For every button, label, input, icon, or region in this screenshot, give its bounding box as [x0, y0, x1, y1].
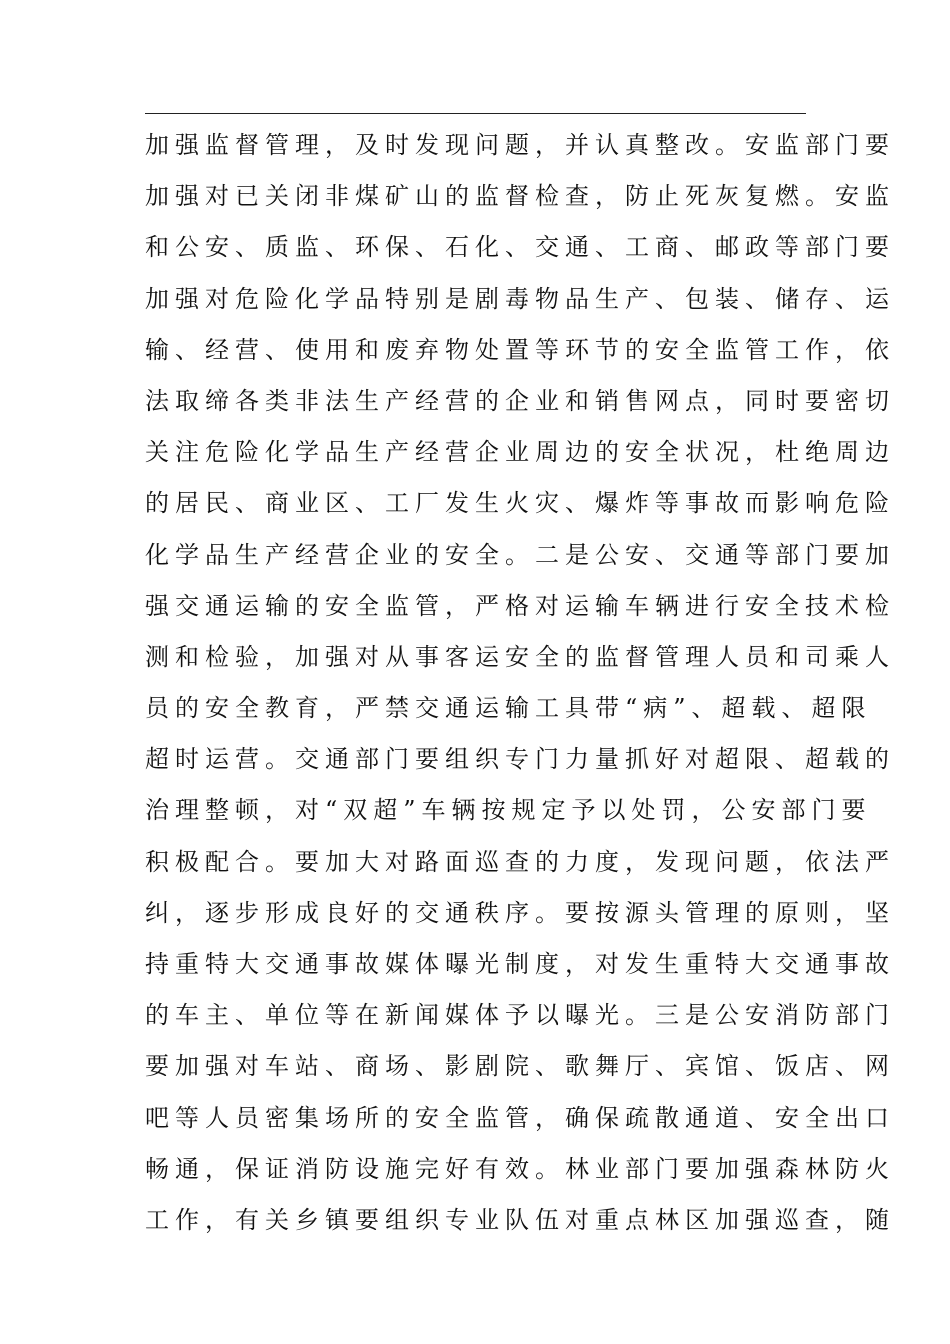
text-line: 畅通，保证消防设施完好有效。林业部门要加强森林防火: [145, 1154, 895, 1183]
text-line: 关注危险化学品生产经营企业周边的安全状况，杜绝周边: [145, 438, 895, 467]
text-line: 加强对危险化学品特别是剧毒物品生产、包装、储存、运: [145, 284, 895, 313]
text-line: 要加强对车站、商场、影剧院、歌舞厅、宾馆、饭店、网: [145, 1052, 895, 1081]
text-line: 测和检验，加强对从事客运安全的监督管理人员和司乘人: [145, 642, 895, 671]
text-line: 的车主、单位等在新闻媒体予以曝光。三是公安消防部门: [145, 1001, 895, 1030]
text-line: 强交通运输的安全监管，严格对运输车辆进行安全技术检: [145, 591, 895, 620]
header-rule: [145, 113, 806, 114]
text-line: 和公安、质监、环保、石化、交通、工商、邮政等部门要: [145, 233, 895, 262]
text-line: 治理整顿，对“双超”车辆按规定予以处罚，公安部门要: [145, 796, 872, 825]
text-line: 加强对已关闭非煤矿山的监督检查，防止死灰复燃。安监: [145, 182, 895, 211]
text-line: 法取缔各类非法生产经营的企业和销售网点，同时要密切: [145, 386, 895, 415]
text-line: 员的安全教育，严禁交通运输工具带“病”、超载、超限: [145, 694, 872, 723]
text-line: 工作，有关乡镇要组织专业队伍对重点林区加强巡查，随: [145, 1205, 895, 1234]
text-line: 积极配合。要加大对路面巡查的力度，发现问题，依法严: [145, 847, 895, 876]
text-line: 的居民、商业区、工厂发生火灾、爆炸等事故而影响危险: [145, 489, 895, 518]
text-line: 纠，逐步形成良好的交通秩序。要按源头管理的原则，坚: [145, 898, 895, 927]
text-line: 持重特大交通事故媒体曝光制度，对发生重特大交通事故: [145, 950, 895, 978]
text-line: 输、经营、使用和废弃物处置等环节的安全监管工作，依: [145, 335, 895, 364]
text-line: 化学品生产经营企业的安全。二是公安、交通等部门要加: [145, 540, 895, 569]
body-text: [145, 120, 895, 1246]
text-line: 吧等人员密集场所的安全监管，确保疏散通道、安全出口: [145, 1103, 895, 1132]
text-line: 超时运营。交通部门要组织专门力量抓好对超限、超载的: [145, 745, 895, 774]
text-line: 加强监督管理，及时发现问题，并认真整改。安监部门要: [145, 131, 895, 159]
